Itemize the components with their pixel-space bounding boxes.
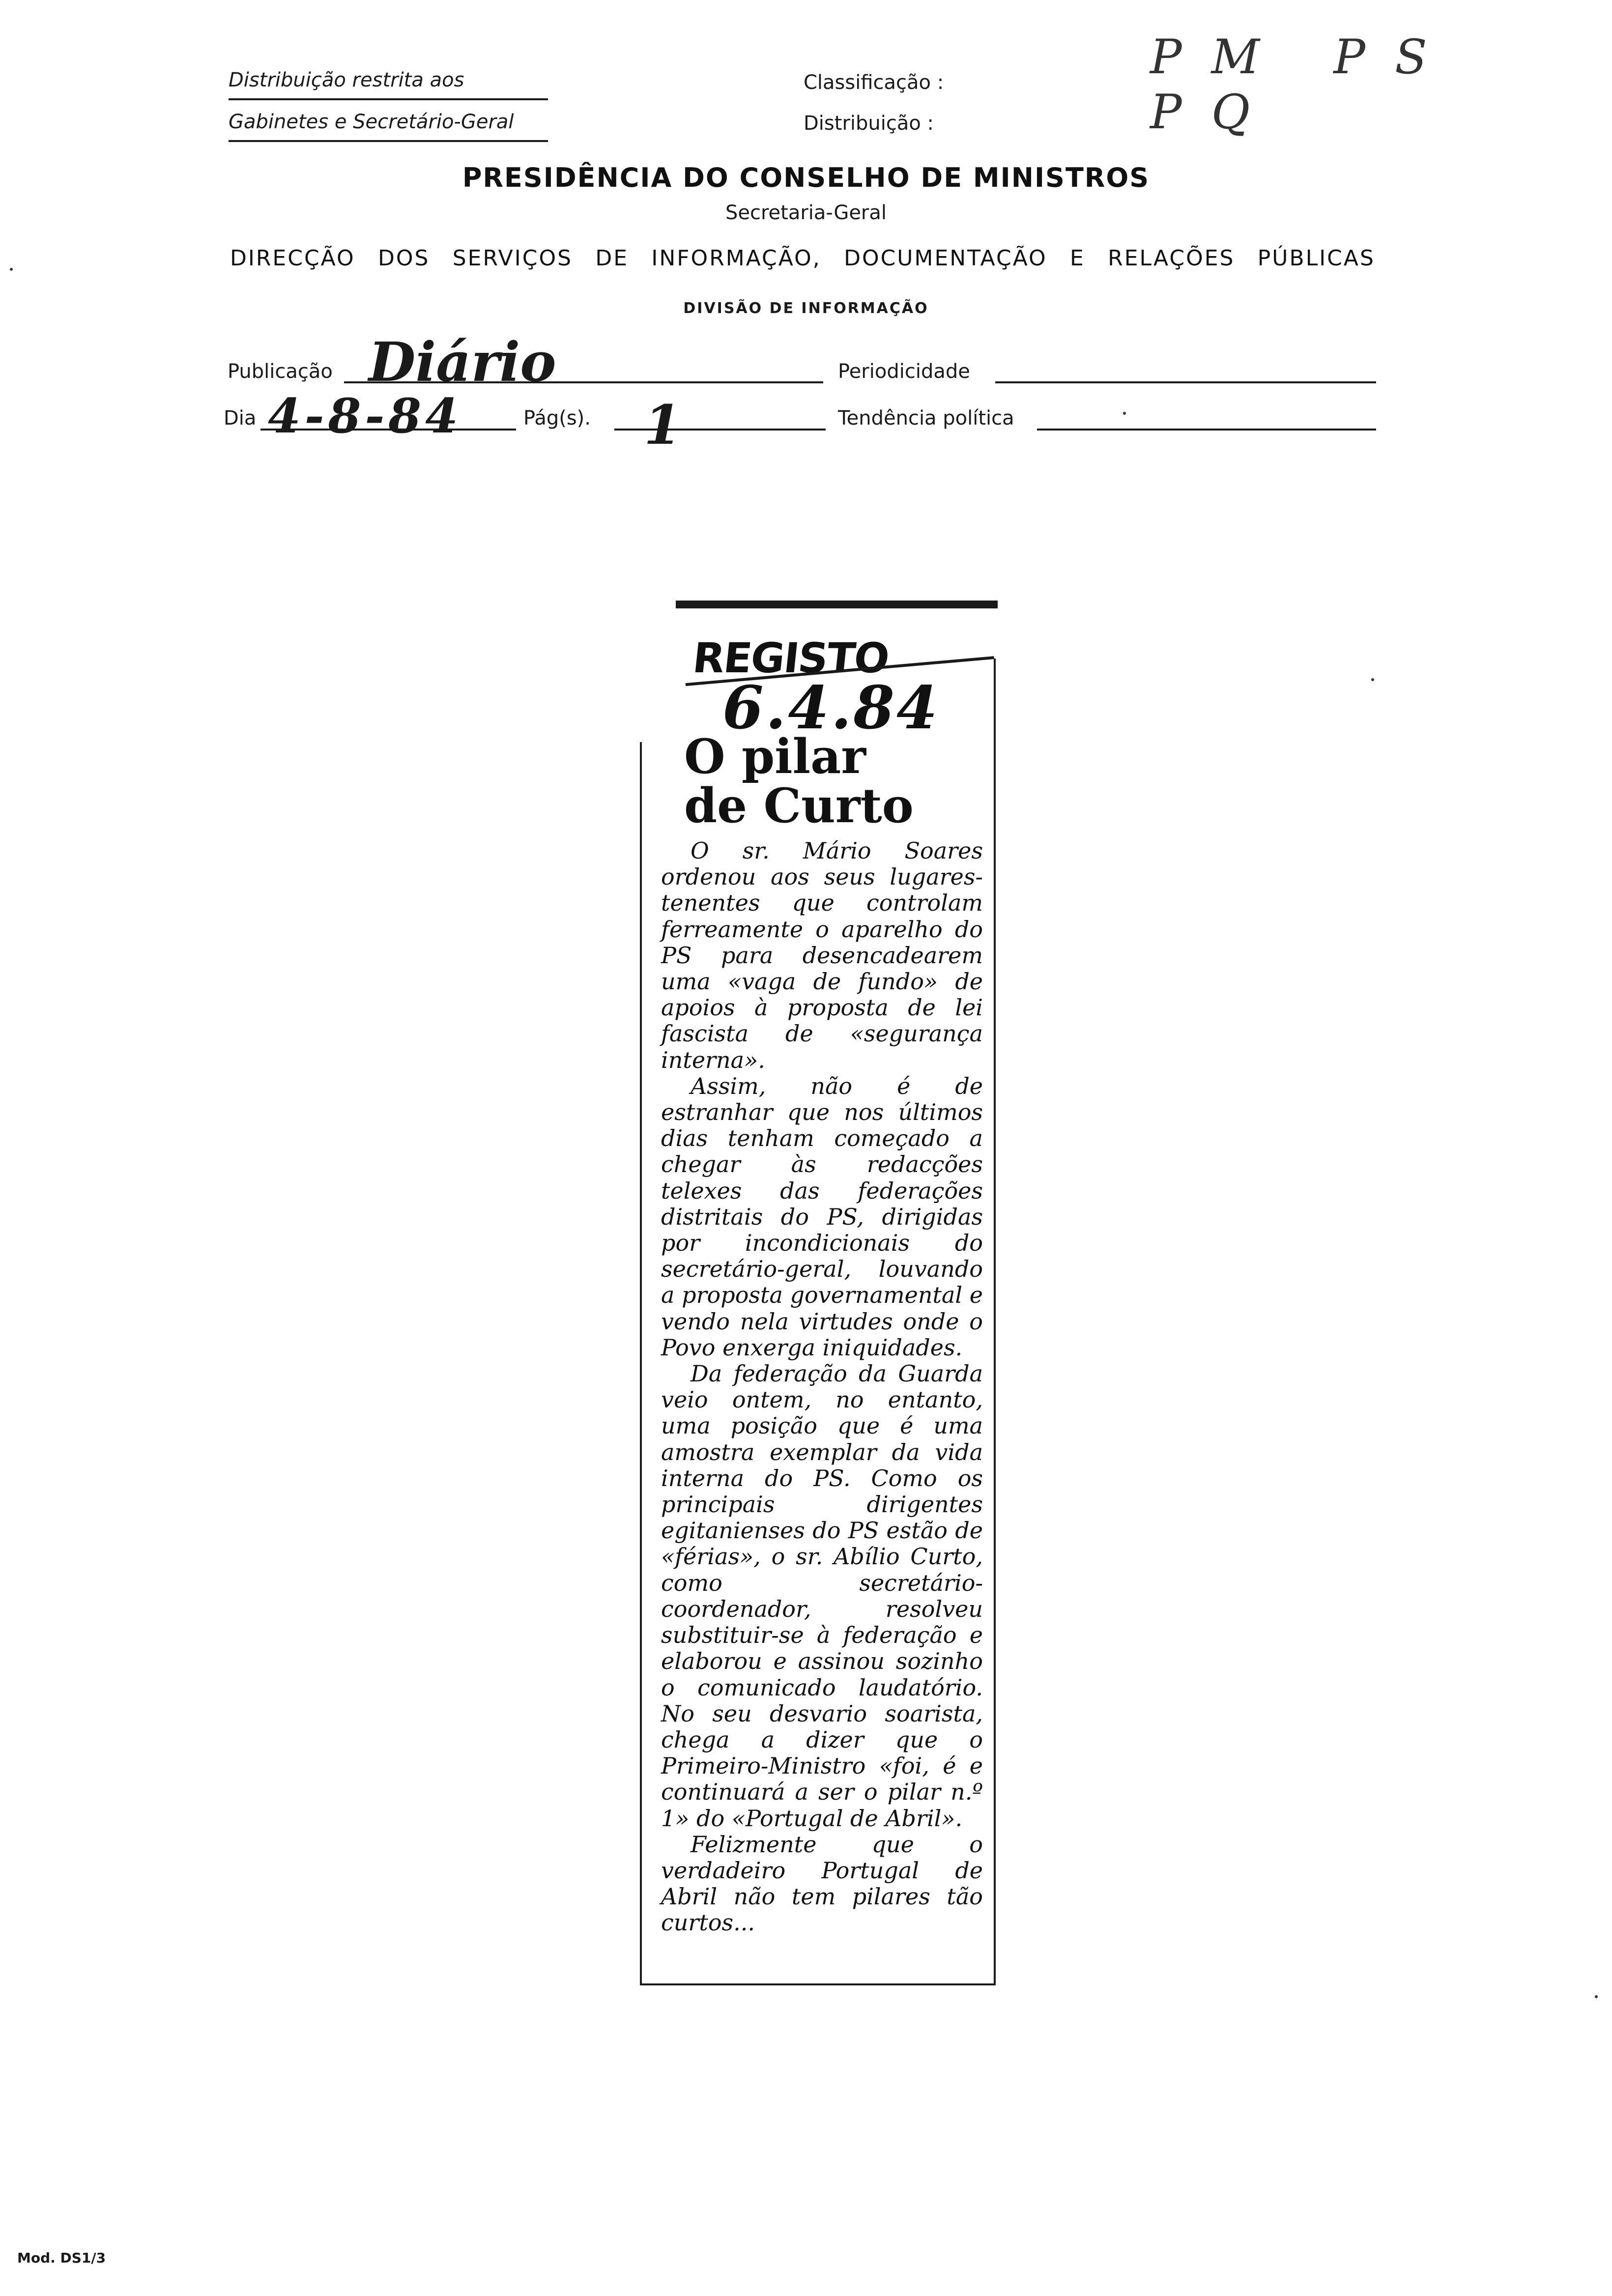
restriction-line-1: Distribuição restrita aos <box>229 69 464 91</box>
directorate-word: DIRECÇÃO <box>230 246 355 271</box>
pags-line <box>614 429 826 430</box>
dia-label: Dia <box>224 407 257 430</box>
restriction-line-2: Gabinetes e Secretário-Geral <box>229 111 514 133</box>
article-paragraph: O sr. Mário Soares ordenou aos seus lugares-tenentes que controlam ferreamente o aparelho do PS para desencadearem uma «vaga de fundo» de apoios à proposta de lei fascista de «segurança interna». <box>661 837 983 1073</box>
scan-speck <box>1595 1995 1598 1998</box>
restriction-underline-1 <box>229 98 548 100</box>
pags-label: Pág(s). <box>523 407 591 430</box>
corner-handwritten-annotation: PM PS PQ <box>1150 29 1457 140</box>
directorate-word: RELAÇÕES <box>1108 246 1235 271</box>
publicacao-value: Diário <box>369 330 556 394</box>
article-paragraph: Assim, não é de estranhar que nos últimos dias tenham começado a chegar às redacções telexes das federações distritais do PS, dirigidas por incondicionais do secretário-geral, louvando a proposta governamental e vendo nela virtudes onde o Povo enxerga iniquidades. <box>661 1072 983 1361</box>
tendencia-line <box>1037 429 1376 430</box>
directorate-word: DE <box>595 246 629 271</box>
registo-handwritten-date: 6.4.84 <box>722 673 940 743</box>
clipping-border-right <box>994 659 996 1985</box>
periodicidade-label: Periodicidade <box>838 360 970 383</box>
classification-label: Classificação : <box>804 71 944 94</box>
directorate-word: E <box>1069 246 1085 271</box>
article-headline <box>684 729 914 833</box>
directorate-word: SERVIÇOS <box>452 246 573 271</box>
dia-line <box>260 429 516 430</box>
clipping-border-left <box>640 742 642 1985</box>
form-model-code: Mod. DS1/3 <box>17 2250 106 2266</box>
clipping-top-rule <box>676 601 998 608</box>
clipping-border-bottom <box>640 1983 996 1985</box>
directorate-title <box>230 246 1375 271</box>
directorate-word: INFORMAÇÃO, <box>651 246 821 271</box>
scan-speck <box>10 268 13 271</box>
article-paragraph: Da federação da Guarda veio ontem, no entanto, uma posição que é uma amostra exemplar da vida interna do PS. Como os principais dirigentes egitanienses do PS estão de «férias», o sr. Abílio Curto, como secretário-coordenador, resolveu substituir-se à federação e elaborou e assinou sozinho o comunicado laudatório. No seu desvario soarista, chega a dizer que o Primeiro-Ministro «foi, é e continuará a ser o pilar n.º 1» do «Portugal de Abril». <box>661 1360 983 1832</box>
directorate-word: DOCUMENTAÇÃO <box>844 246 1047 271</box>
article-body <box>661 838 983 1936</box>
publicacao-label: Publicação <box>228 360 333 383</box>
directorate-word: DOS <box>377 246 430 271</box>
pags-value: 1 <box>644 393 682 457</box>
tendencia-label: Tendência política <box>838 407 1014 430</box>
article-paragraph: Felizmente que o verdadeiro Portugal de Abril não tem pilares tão curtos... <box>661 1831 983 1936</box>
registo-stamp: REGISTO <box>690 634 891 682</box>
headline-line-1: O pilar <box>684 729 866 784</box>
org-title: PRESIDÊNCIA DO CONSELHO DE MINISTROS <box>462 162 1150 193</box>
division-title: DIVISÃO DE INFORMAÇÃO <box>683 300 929 317</box>
directorate-word: PÚBLICAS <box>1257 246 1375 271</box>
headline-line-2: de Curto <box>684 778 914 833</box>
org-subtitle: Secretaria-Geral <box>725 201 887 224</box>
scan-speck <box>1123 412 1126 415</box>
distribution-label: Distribuição : <box>804 112 934 135</box>
dia-value: 4-8-84 <box>268 388 462 444</box>
periodicidade-line <box>995 381 1376 383</box>
restriction-underline-2 <box>229 140 548 142</box>
publicacao-line <box>344 381 823 383</box>
scan-speck <box>1371 678 1374 681</box>
